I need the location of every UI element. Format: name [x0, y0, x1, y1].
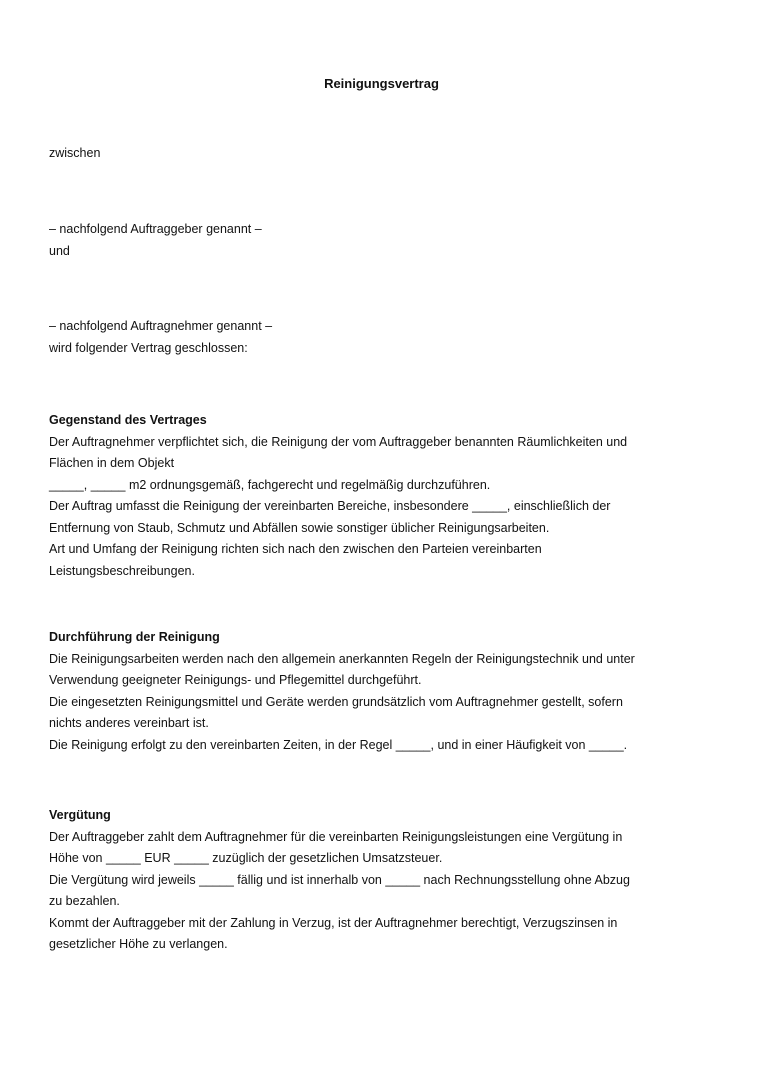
section-line: Die eingesetzten Reinigungsmittel und Geräte werden grundsätzlich vom Auftragnehmer gestellt, sofern	[49, 694, 623, 709]
section-line: Höhe von _____ EUR _____ zuzüglich der gesetzlichen Umsatzsteuer.	[49, 851, 443, 865]
section-line: Entfernung von Staub, Schmutz und Abfällen sowie sonstiger üblicher Reinigungsarbeiten.	[49, 520, 550, 535]
section-heading: Vergütung	[49, 808, 111, 822]
section-remuneration	[49, 805, 719, 956]
section-line: nichts anderes vereinbart ist.	[49, 716, 209, 730]
client-designation: – nachfolgend Auftraggeber genannt –	[49, 222, 262, 236]
section-line: Leistungsbeschreibungen.	[49, 563, 195, 578]
and-text: und	[49, 243, 70, 258]
contractor-designation: – nachfolgend Auftragnehmer genannt –	[49, 319, 273, 333]
section-subject	[49, 410, 719, 582]
section-line: _____, _____ m2 ordnungsgemäß, fachgerecht und regelmäßig durchzuführen.	[49, 477, 491, 492]
document-title: Reinigungsvertrag	[324, 76, 439, 91]
section-line: Die Reinigungsarbeiten werden nach den allgemein anerkannten Regeln der Reinigungstechnik und unter	[49, 651, 635, 666]
concluded-text: wird folgender Vertrag geschlossen:	[49, 340, 248, 355]
section-line: Art und Umfang der Reinigung richten sich nach den zwischen den Parteien vereinbarten	[49, 542, 542, 556]
section-line: Der Auftraggeber zahlt dem Auftragnehmer für die vereinbarten Reinigungsleistungen eine Vergütung in	[49, 829, 623, 844]
section-line: Flächen in dem Objekt	[49, 456, 175, 470]
section-line: gesetzlicher Höhe zu verlangen.	[49, 937, 228, 951]
intro-contractor	[49, 316, 719, 359]
section-line: Die Reinigung erfolgt zu den vereinbarten Zeiten, in der Regel _____, und in einer Häufigkeit von _____.	[49, 737, 628, 752]
section-line: Kommt der Auftraggeber mit der Zahlung in Verzug, ist der Auftragnehmer berechtigt, Verzugszinsen in	[49, 915, 618, 930]
section-line: Die Vergütung wird jeweils _____ fällig und ist innerhalb von _____ nach Rechnungsstellung ohne Abzug	[49, 872, 630, 887]
section-line: Verwendung geeigneter Reinigungs- und Pflegemittel durchgeführt.	[49, 673, 422, 687]
section-line: zu bezahlen.	[49, 894, 120, 908]
intro-between	[49, 143, 719, 165]
section-execution	[49, 627, 719, 756]
intro-client	[49, 219, 719, 262]
section-line: Der Auftrag umfasst die Reinigung der vereinbarten Bereiche, insbesondere _____, einschließlich der	[49, 499, 611, 513]
section-heading: Durchführung der Reinigung	[49, 630, 220, 644]
section-heading: Gegenstand des Vertrages	[49, 413, 207, 427]
between-text: zwischen	[49, 146, 101, 160]
section-line: Der Auftragnehmer verpflichtet sich, die Reinigung der vom Auftraggeber benannten Räumlichkeiten und	[49, 434, 628, 449]
